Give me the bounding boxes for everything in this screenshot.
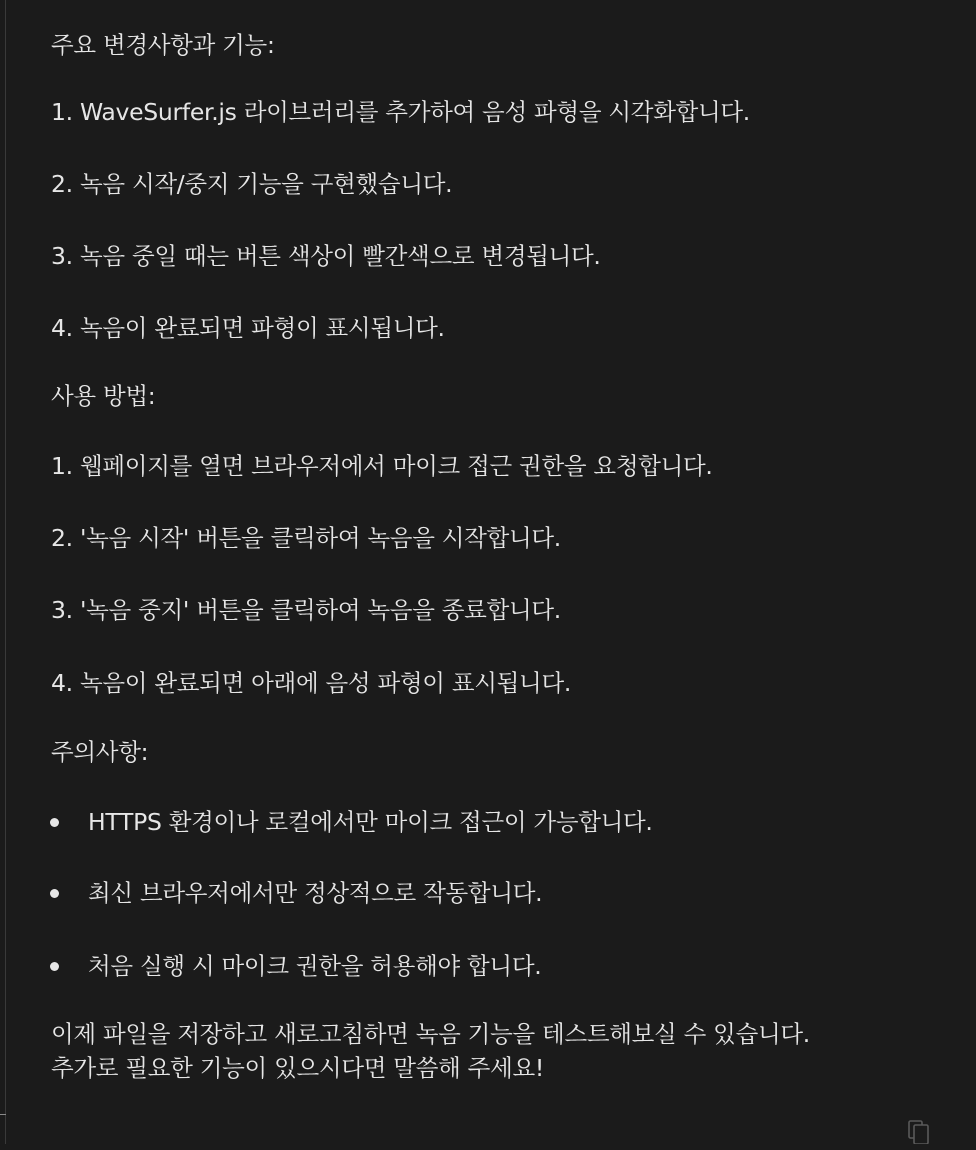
note-item-3: 처음 실행 시 마이크 권한을 허용해야 합니다. <box>88 952 542 980</box>
feature-item-3: 3. 녹음 중일 때는 버튼 색상이 빨간색으로 변경됩니다. <box>51 242 601 270</box>
usage-item-3: 3. '녹음 중지' 버튼을 클릭하여 녹음을 종료합니다. <box>51 596 561 624</box>
copy-icon <box>906 1116 932 1144</box>
closing-line-2: 추가로 필요한 기능이 있으시다면 말씀해 주세요! <box>51 1054 544 1082</box>
panel-scroll-marker <box>0 1114 6 1115</box>
feature-item-4: 4. 녹음이 완료되면 파형이 표시됩니다. <box>51 314 445 342</box>
note-item-2: 최신 브라우저에서만 정상적으로 작동합니다. <box>88 879 543 907</box>
copy-button[interactable] <box>906 1116 932 1144</box>
feature-item-2: 2. 녹음 시작/중지 기능을 구현했습니다. <box>51 170 453 198</box>
bullet-icon <box>50 818 59 827</box>
note-item-1: HTTPS 환경이나 로컬에서만 마이크 접근이 가능합니다. <box>88 808 653 836</box>
bullet-icon <box>50 962 59 971</box>
bullet-icon <box>50 889 59 898</box>
usage-heading: 사용 방법: <box>51 382 156 410</box>
feature-item-1: 1. WaveSurfer.js 라이브러리를 추가하여 음성 파형을 시각화합니다. <box>51 98 750 126</box>
notes-heading: 주의사항: <box>51 738 149 766</box>
panel-border <box>5 0 6 1144</box>
usage-item-4: 4. 녹음이 완료되면 아래에 음성 파형이 표시됩니다. <box>51 669 572 697</box>
usage-item-2: 2. '녹음 시작' 버튼을 클릭하여 녹음을 시작합니다. <box>51 524 561 552</box>
features-heading: 주요 변경사항과 기능: <box>51 31 275 59</box>
usage-item-1: 1. 웹페이지를 열면 브라우저에서 마이크 접근 권한을 요청합니다. <box>51 452 713 480</box>
closing-line-1: 이제 파일을 저장하고 새로고침하면 녹음 기능을 테스트해보실 수 있습니다. <box>51 1020 810 1048</box>
